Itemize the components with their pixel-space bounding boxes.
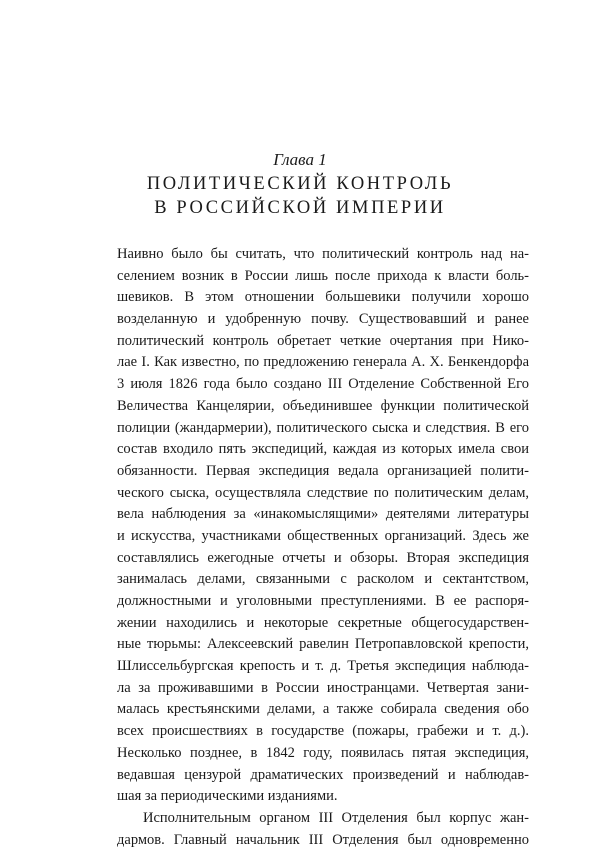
- text-line: политический контроль обретает четкие очертания при Нико-: [117, 332, 529, 349]
- text-line: шевиков. В этом отношении большевики получили хорошо: [117, 289, 529, 306]
- text-line: Шлиссельбургская крепость и т. д. Третья экспедиция наблюда-: [117, 658, 529, 675]
- text-line: селением возник в России лишь после прихода к власти боль-: [117, 267, 529, 284]
- chapter-title: [0, 172, 600, 220]
- chapter-label: Глава 1: [273, 150, 327, 169]
- text-line: ведавшая цензурой драматических произведений и наблюдав-: [117, 766, 529, 783]
- text-line: ла за проживавшими в России иностранцами. Четвертая зани-: [117, 679, 529, 696]
- body-text: [117, 244, 529, 851]
- text-line: всех происшествиях в государстве (пожары, грабежи и т. д.).: [117, 723, 529, 740]
- text-line: Наивно было бы считать, что политический контроль над на-: [117, 246, 529, 262]
- text-line: дармов. Главный начальник III Отделения был одновременно: [117, 831, 529, 848]
- text-line: малась крестьянскими делами, а также собирала сведения обо: [117, 701, 529, 718]
- text-line: лае I. Как известно, по предложению генерала А. Х. Бенкендорфа: [117, 354, 529, 371]
- text-line: должностными и уголовными преступлениями. В ее распоря-: [117, 593, 529, 609]
- text-line: составлялись ежегодные отчеты и обзоры. Вторая экспедиция: [117, 549, 529, 566]
- text-line: шая за периодическими изданиями.: [117, 788, 338, 805]
- text-line: полиции (жандармерии), политического сыска и следствия. В его: [117, 419, 529, 436]
- text-line: жении находились и некоторые секретные общегосударствен-: [117, 614, 529, 631]
- text-line: 3 июля 1826 года было создано III Отделение Собственной Его: [117, 376, 529, 393]
- text-line: Величества Канцелярии, объединившее функции политической: [117, 397, 529, 414]
- text-line: возделанную и удобренную почву. Существовавший и ранее: [117, 311, 529, 328]
- text-line: обязанности. Первая экспедиция ведала организацией полити-: [117, 462, 529, 479]
- text-line: Несколько позднее, в 1842 году, появилась пятая экспедиция,: [117, 744, 529, 761]
- chapter-title-line: ПОЛИТИЧЕСКИЙ КОНТРОЛЬ: [146, 174, 454, 194]
- text-line: занималась делами, связанными с расколом и сектантством,: [117, 571, 529, 588]
- text-line: и искусства, участниками общественных организаций. Здесь же: [117, 527, 529, 544]
- text-line: ческого сыска, осуществляла следствие по политическим делам,: [117, 484, 529, 501]
- chapter-title-line: В РОССИЙСКОЙ ИМПЕРИИ: [154, 198, 446, 218]
- text-line: Исполнительным органом III Отделения был корпус жан-: [143, 809, 529, 826]
- text-line: ные тюрьмы: Алексеевский равелин Петропавловской крепости,: [117, 636, 529, 653]
- text-line: состав входило пять экспедиций, каждая из которых имела свои: [117, 441, 529, 458]
- text-line: вела наблюдения за «инакомыслящими» деятелями литературы: [117, 506, 529, 523]
